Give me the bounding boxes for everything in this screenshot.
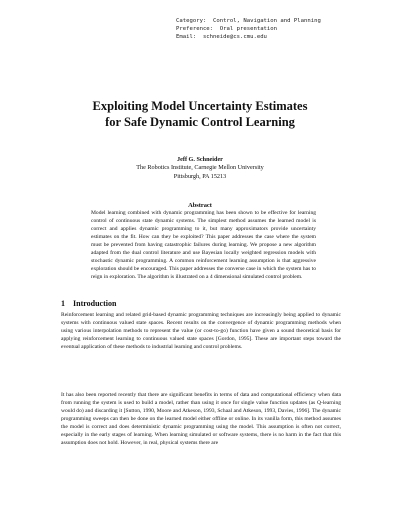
section-number: 1: [61, 299, 65, 308]
section-heading-introduction: [61, 299, 116, 308]
intro-paragraph-1: Reinforcement learning and related grid-based dynamic programming techniques are increasingly being applied to dynamic systems with continuous valued state spaces. Recent results on the convergence of dynamic programming methods when using various interpolation methods to represent the value (or cost-to-go) function have given a sound theoretical basis for applying reinforcement learning to continuous valued state spaces [Gordon, 1995]. These are important steps toward the eventual application of these methods to industrial learning and control problems.: [61, 312, 341, 350]
email-line: Email: schneide@cs.cmu.edu: [176, 34, 267, 41]
title-line-2: for Safe Dynamic Control Learning: [105, 115, 295, 129]
preference-line: Preference: Oral presentation: [176, 26, 278, 33]
abstract-text: Model learning combined with dynamic programming has been shown to be effective for learning control of continuous state dynamic systems. The simplest method assumes the learned model is correct and applies dynamic programming to it, but many approximators provide uncertainty estimates on the fit. How can they be exploited? This paper addresses the case where the system must be prevented from having catastrophic failures during learning. We propose a new algorithm adapted from the dual control literature and use Bayesian locally weighted regression models with stochastic dynamic programming. A common reinforcement learning assumption is that aggressive exploration should be encouraged. This paper addresses the converse case in which the system has to reign in exploration. The algorithm is illustrated on a 4 dimensional simulated control problem.: [91, 210, 316, 280]
category-line: Category: Control, Navigation and Planning: [176, 18, 321, 24]
author-name: Jeff G. Schneider: [177, 156, 223, 163]
author-location: Pittsburgh, PA 15213: [173, 172, 227, 180]
paper-title: [40, 98, 360, 130]
author-affiliation: The Robotics Institute, Carnegie Mellon University: [136, 164, 264, 172]
author-block: [80, 156, 320, 181]
section-title: Introduction: [73, 299, 117, 308]
abstract-heading: Abstract: [188, 202, 212, 209]
intro-paragraph-2: It has also been reported recently that there are significant benefits in terms of data and computational efficiency when data from running the system is used to build a model, rather than using it once for single value function updates (as Q-learning would do) and discarding it [Sutton, 1990, Moore and Atkeson, 1993, Schaal and Atkeson, 1993, Davies, 1996]. The dynamic programming sweeps can then be done on the learned model either offline or online. In its vanilla form, this method assumes the model is correct and does deterministic dynamic programming using the model. This assumption is often not correct, especially in the early stages of learning. When learning simulated or software systems, there is no harm in the fact that this assumption does not hold. However, in real, physical systems there are: [61, 392, 341, 446]
submission-info: [176, 17, 321, 42]
title-line-1: Exploiting Model Uncertainty Estimates: [92, 99, 308, 113]
